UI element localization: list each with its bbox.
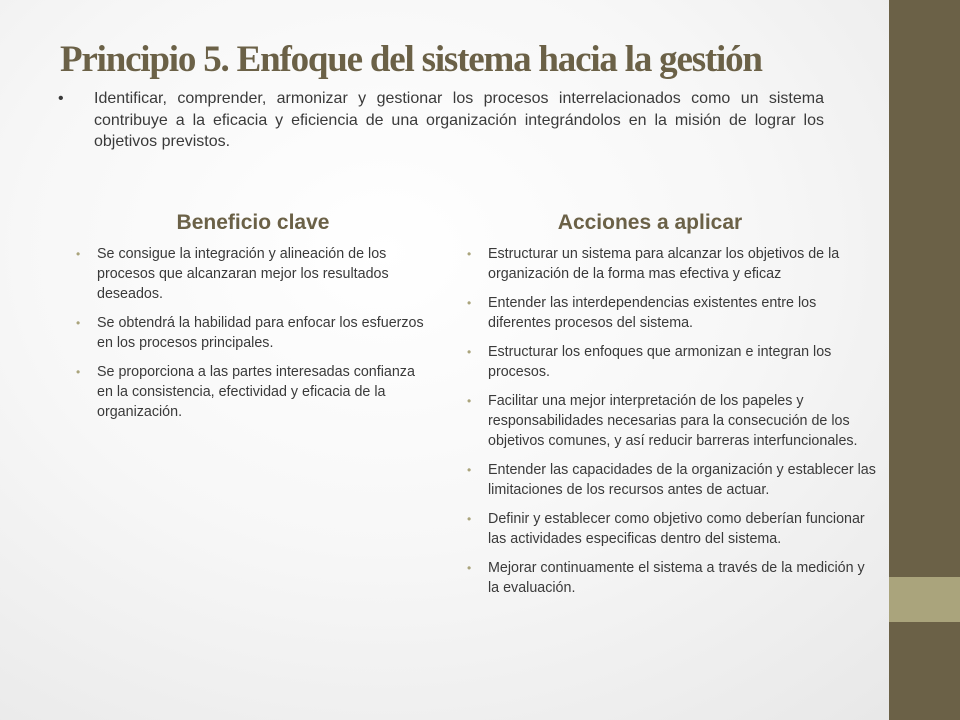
actions-list (466, 244, 878, 607)
list-item-text: Entender las capacidades de la organización y establecer las limitaciones de los recursos antes de actuar. (488, 462, 876, 498)
intro-text: Identificar, comprender, armonizar y gestionar los procesos interrelacionados como un sistema contribuye a la eficacia y eficiencia de una organización integrándolos en la misión de lograr los objetivos previstos. (94, 90, 824, 150)
benefits-list (75, 244, 425, 431)
bullet-icon: • (467, 247, 472, 261)
list-item-text: Facilitar una mejor interpretación de los papeles y responsabilidades necesarias para la consecución de los objetivos comunes, y así reducir barreras interfuncionales. (488, 393, 858, 449)
list-item (466, 558, 878, 598)
bullet-icon: • (467, 296, 472, 310)
list-item (466, 293, 878, 333)
bullet-icon: • (467, 561, 472, 575)
bullet-icon: • (76, 365, 81, 379)
bullet-icon: • (467, 463, 472, 477)
list-item-text: Definir y establecer como objetivo como deberían funcionar las actividades especificas dentro del sistema. (488, 511, 865, 547)
right-column-heading: Acciones a aplicar (557, 211, 743, 234)
slide-title: Principio 5. Enfoque del sistema hacia la gestión (60, 39, 762, 80)
list-item-text: Se consigue la integración y alineación de los procesos que alcanzaran mejor los resultados deseados. (97, 246, 389, 302)
list-item (75, 244, 425, 304)
list-item (466, 244, 878, 284)
intro-bullet-icon: • (58, 90, 64, 107)
list-item-text: Entender las interdependencias existentes entre los diferentes procesos del sistema. (488, 295, 817, 331)
list-item-text: Estructurar un sistema para alcanzar los objetivos de la organización de la forma mas efectiva y eficaz (488, 246, 840, 282)
bullet-icon: • (467, 345, 472, 359)
list-item-text: Se obtendrá la habilidad para enfocar los esfuerzos en los procesos principales. (97, 315, 424, 351)
bullet-icon: • (467, 512, 472, 526)
list-item-text: Se proporciona a las partes interesadas confianza en la consistencia, efectividad y eficacia de la organización. (97, 364, 415, 420)
list-item (466, 460, 878, 500)
list-item (75, 362, 425, 422)
bullet-icon: • (76, 316, 81, 330)
bullet-icon: • (76, 247, 81, 261)
decorative-sidebar (889, 0, 960, 720)
list-item (466, 391, 878, 451)
list-item-text: Estructurar los enfoques que armonizan e integran los procesos. (488, 344, 832, 380)
bullet-icon: • (467, 394, 472, 408)
list-item (466, 509, 878, 549)
list-item-text: Mejorar continuamente el sistema a través de la medición y la evaluación. (488, 560, 865, 596)
list-item (75, 313, 425, 353)
left-column-heading: Beneficio clave (176, 211, 330, 234)
list-item (466, 342, 878, 382)
sidebar-accent-band (889, 577, 960, 622)
